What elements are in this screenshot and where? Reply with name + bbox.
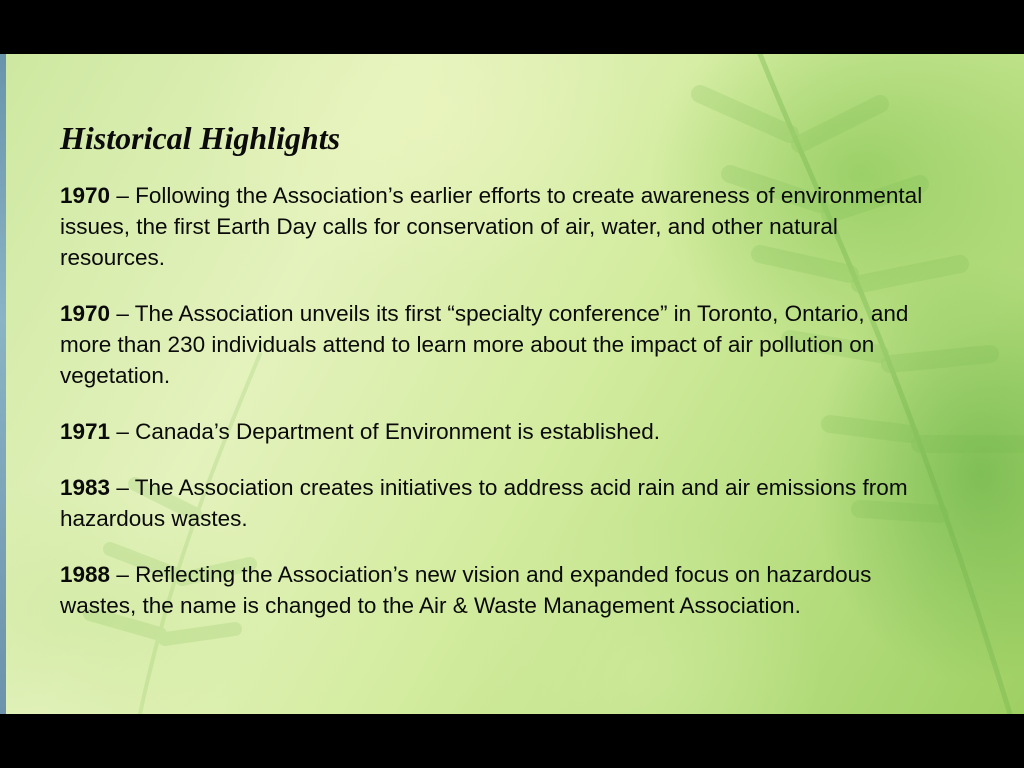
highlight-entry [60,298,940,391]
highlight-entry [60,180,940,273]
entry-text: Following the Association’s earlier efforts to create awareness of environmental issues, the first Earth Day calls for conservation of air, water, and other natural resources. [60,183,923,270]
letterbox-top [0,0,1024,54]
entry-year: 1970 [60,301,111,326]
entry-year: 1988 [60,562,111,587]
entry-year: 1970 [60,183,111,208]
entry-dash: – [116,419,129,444]
entry-text: The Association creates initiatives to address acid rain and air emissions from hazardous wastes. [60,475,908,531]
highlight-entry [60,416,940,447]
slide-title: Historical Highlights [60,120,341,156]
slide-content [60,116,960,646]
entry-year: 1971 [60,419,111,444]
entry-text: Reflecting the Association’s new vision and expanded focus on hazardous wastes, the name is changed to the Air & Waste Management Association. [60,562,872,618]
entry-text: The Association unveils its first “specialty conference” in Toronto, Ontario, and more than 230 individuals attend to learn more about the impact of air pollution on vegetation. [60,301,909,388]
left-edge-strip [0,54,6,714]
highlight-entry [60,559,940,621]
entry-text: Canada’s Department of Environment is established. [135,419,660,444]
letterbox-bottom [0,714,1024,768]
entry-year: 1983 [60,475,111,500]
entry-dash: – [116,301,129,326]
entry-dash: – [116,562,129,587]
entry-dash: – [116,183,129,208]
highlight-entry [60,472,940,534]
entry-dash: – [116,475,129,500]
slide [0,54,1024,714]
